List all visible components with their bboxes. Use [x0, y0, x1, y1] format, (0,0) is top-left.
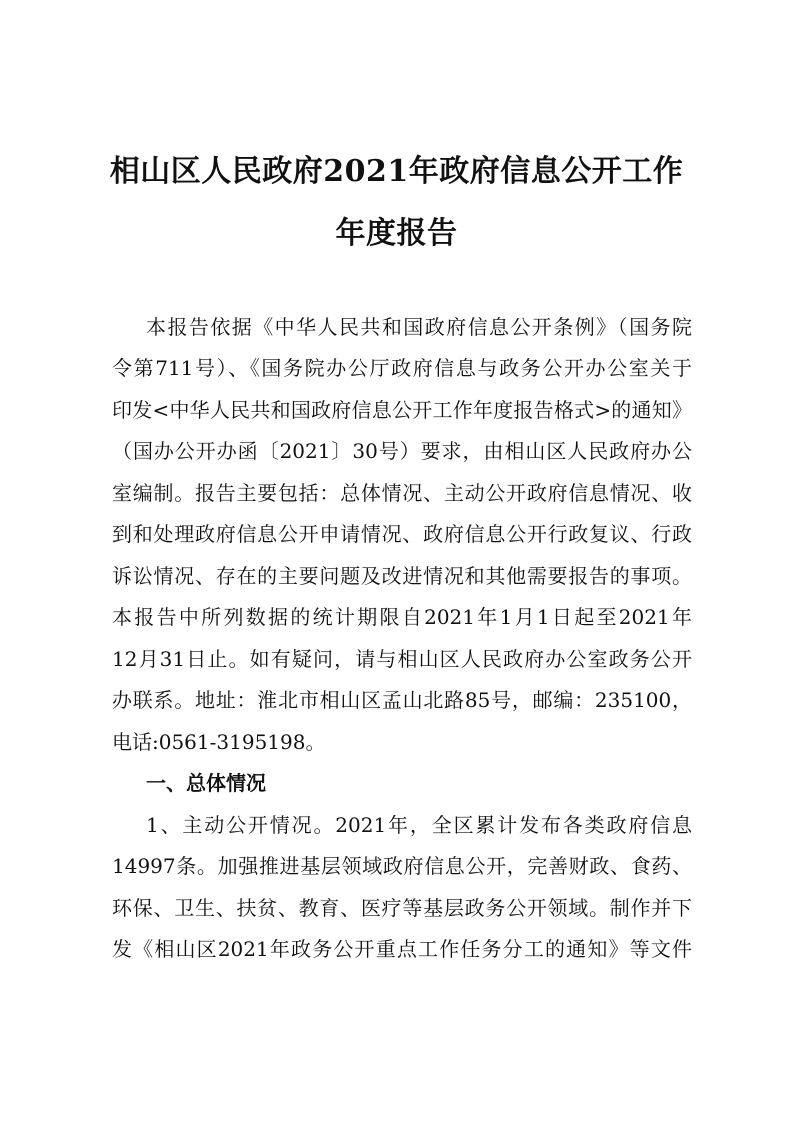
section-heading-overview: 一、总体情况 [146, 771, 266, 795]
intro-line-1: 本报告依据《中华人民共和国政府信息公开条例》（国务院 [146, 315, 692, 339]
intro-line-6: 到和处理政府信息公开申请情况、政府信息公开行政复议、行政 [112, 522, 692, 546]
intro-line-5: 室编制。报告主要包括：总体情况、主动公开政府信息情况、收 [112, 481, 692, 505]
section1-line-3: 环保、卫生、扶贫、教育、医疗等基层政务公开领域。制作并下 [112, 896, 692, 920]
intro-line-2: 令第711号）、《国务院办公厅政府信息与政务公开办公室关于 [112, 356, 692, 380]
intro-line-8: 本报告中所列数据的统计期限自2021年1月1日起至2021年 [112, 605, 692, 629]
report-title-line-2: 年度报告 [335, 216, 458, 251]
report-title-line-1: 相山区人民政府2021年政府信息公开工作 [109, 154, 684, 189]
intro-line-3: 印发<中华人民共和国政府信息公开工作年度报告格式>的通知》 [112, 398, 692, 422]
intro-line-7: 诉讼情况、存在的主要问题及改进情况和其他需要报告的事项。 [112, 564, 692, 588]
intro-line-11: 电话:0561-3195198。 [112, 730, 326, 754]
intro-line-4: （国办公开办函〔2021〕30号）要求，由相山区人民政府办公 [112, 439, 692, 463]
section1-line-1: 1、主动公开情况。2021年，全区累计发布各类政府信息 [146, 813, 692, 837]
intro-line-9: 12月31日止。如有疑问，请与相山区人民政府办公室政务公开 [112, 647, 692, 671]
intro-line-10: 办联系。地址：淮北市相山区孟山北路85号，邮编：235100， [112, 688, 692, 712]
section1-line-4: 发《相山区2021年政务公开重点工作任务分工的通知》等文件 [112, 937, 692, 961]
section1-line-2: 14997条。加强推进基层领域政府信息公开，完善财政、食药、 [112, 854, 692, 878]
